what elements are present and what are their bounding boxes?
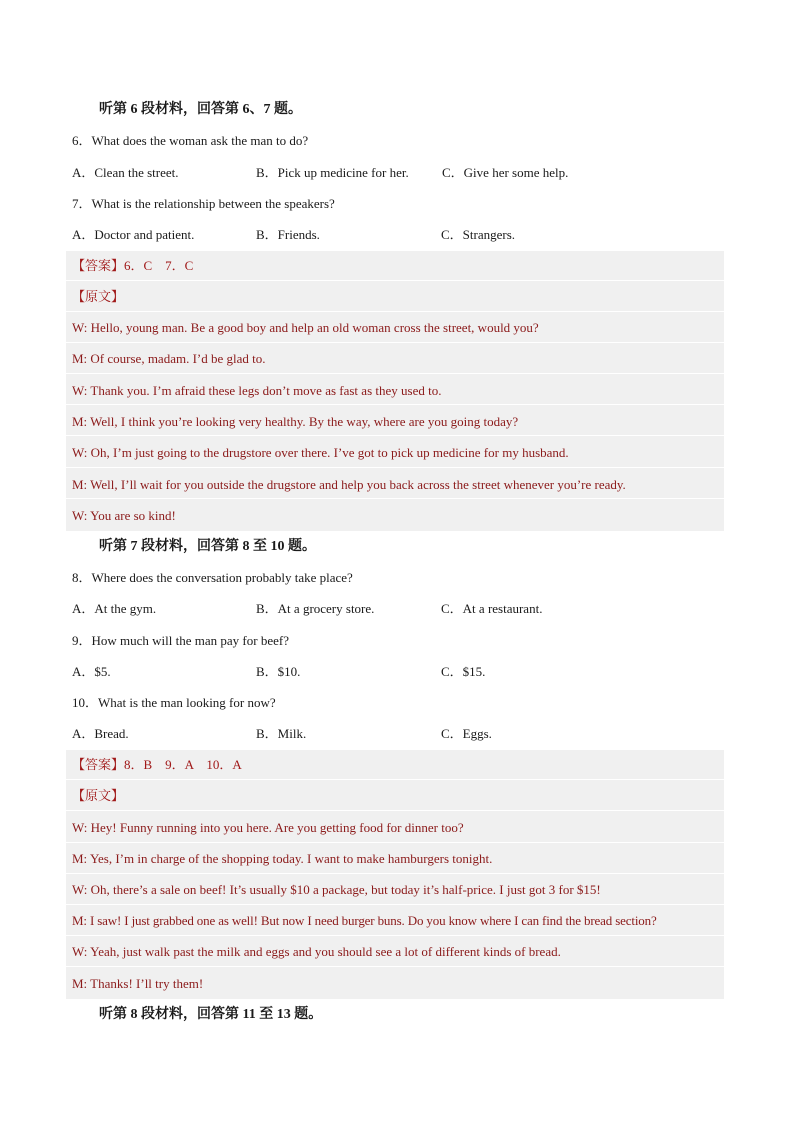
option-a: A．Doctor and patient. [72,227,195,242]
dialogue-line: M: Well, I think you’re looking very healthy. By the way, where are you going today? [72,414,519,429]
option-c: C．$15. [441,664,486,679]
option-c: C．Eggs. [441,726,492,741]
answer-text: 6．C 7．C [124,258,194,273]
answer-label: 【答案】 [72,757,125,772]
dialogue-line: W: Oh, I’m just going to the drugstore over there. I’ve got to pick up medicine for my husband. [72,445,569,460]
dialogue-line: W: You are so kind! [72,508,176,523]
option-b: B．$10. [256,664,301,679]
option-row [72,657,672,687]
dialogue-line: W: Hey! Funny running into you here. Are you getting food for dinner too? [72,820,464,835]
section-heading: 听第 7 段材料，回答第 8 至 10 题。 [99,539,316,554]
answer-line [72,750,242,780]
transcript-label: 【原文】 [72,788,125,803]
answer-text: 8．B 9．A 10．A [124,757,242,772]
dialogue-line: W: Hello, young man. Be a good boy and help an old woman cross the street, would you? [72,320,539,335]
dialogue-line: W: Oh, there’s a sale on beef! It’s usually $10 a package, but today it’s half-price. I just got 3 for $15! [72,882,601,897]
transcript-label: 【原文】 [72,289,125,304]
answer-line [72,251,193,281]
option-c: C．At a restaurant. [441,601,543,616]
dialogue-line: W: Yeah, just walk past the milk and eggs and you should see a lot of different kinds of bread. [72,944,561,959]
option-b: B．At a grocery store. [256,601,375,616]
answer-label: 【答案】 [72,258,125,273]
option-a: A．At the gym. [72,601,157,616]
option-a: A．Bread. [72,726,129,741]
option-a: A．Clean the street. [72,165,179,180]
question-stem: 6．What does the woman ask the man to do? [72,133,309,148]
dialogue-line: M: I saw! I just grabbed one as well! But now I need burger buns. Do you know where I can find the bread section? [72,913,657,928]
option-row [72,220,672,250]
option-row [72,594,672,624]
option-c: C．Strangers. [441,227,516,242]
question-stem: 9．How much will the man pay for beef? [72,633,289,648]
option-a: A．$5. [72,664,111,679]
option-row [72,158,672,188]
option-c: C．Give her some help. [442,165,569,180]
option-b: B．Friends. [256,227,320,242]
question-stem: 10．What is the man looking for now? [72,695,276,710]
option-b: B．Milk. [256,726,307,741]
question-stem: 7．What is the relationship between the speakers? [72,196,335,211]
option-b: B．Pick up medicine for her. [256,165,409,180]
option-row [72,719,672,749]
dialogue-line: M: Yes, I’m in charge of the shopping today. I want to make hamburgers tonight. [72,851,493,866]
question-stem: 8．Where does the conversation probably take place? [72,570,353,585]
section-heading: 听第 6 段材料，回答第 6、7 题。 [99,102,302,117]
section-heading: 听第 8 段材料，回答第 11 至 13 题。 [99,1007,323,1022]
dialogue-line: M: Thanks! I’ll try them! [72,976,204,991]
dialogue-line: M: Well, I’ll wait for you outside the drugstore and help you back across the street whenever you’re ready. [72,477,626,492]
dialogue-line: M: Of course, madam. I’d be glad to. [72,351,266,366]
dialogue-line: W: Thank you. I’m afraid these legs don’t move as fast as they used to. [72,383,442,398]
